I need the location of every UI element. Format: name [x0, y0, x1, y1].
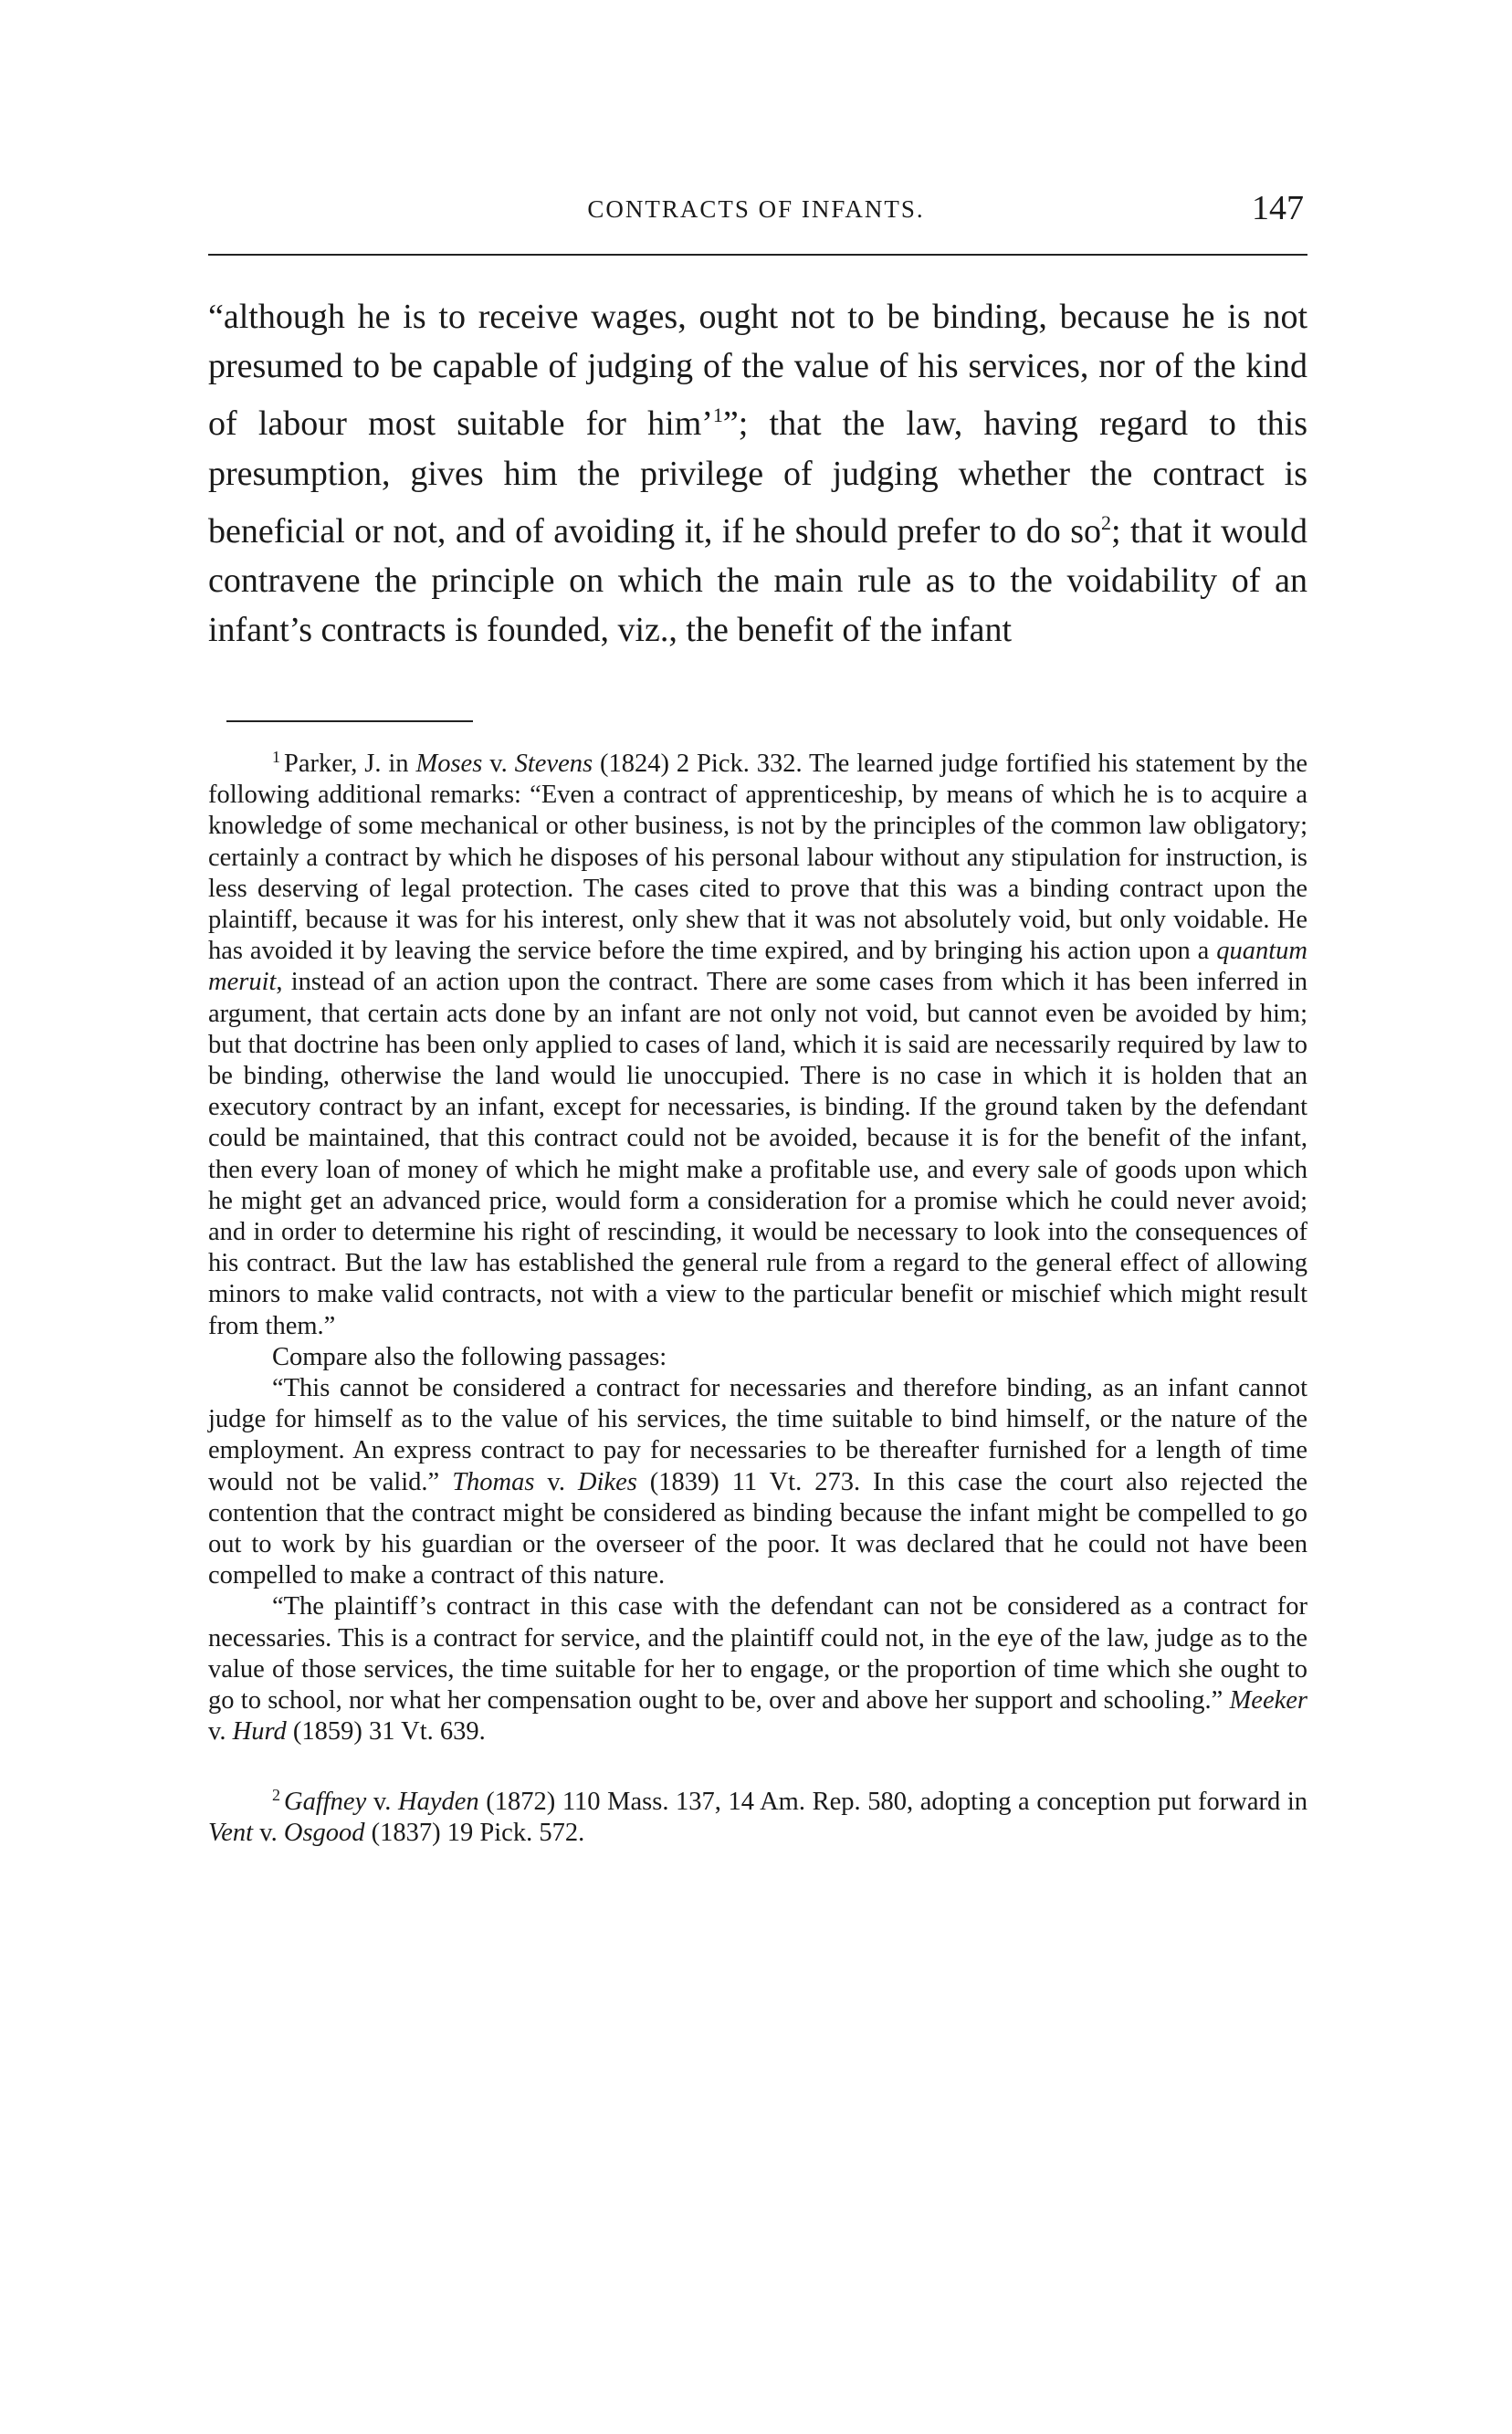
footnote-1: [208, 741, 1307, 1342]
footnote-ref-2: 2: [1100, 510, 1111, 534]
footnote-1-quote-1: [208, 1373, 1307, 1591]
citation: (1872) 110 Mass. 137, 14 Am. Rep. 580, adopting a conception put forward in: [478, 1787, 1307, 1816]
case-name: Vent: [208, 1818, 254, 1847]
footnote-1-lead: Parker, J. in: [284, 750, 416, 778]
quote-text: “This cannot be considered a contract for necessaries and therefore binding, as an infant cannot judge for himself as to the value of his services, the time suitable to bind himself, or the nature of the employment. An express contract to pay for necessaries to be thereafter furnished for a length of time would not be valid.”: [208, 1374, 1307, 1496]
case-name: Moses: [415, 750, 483, 778]
running-head: CONTRACTS OF INFANTS.: [587, 195, 925, 223]
body-text-part-2: ”; that the law, having regard to this presumption, gives him the privilege of judging whether the contract is beneficial or not, and of avoiding it, if he should prefer to do so: [208, 404, 1307, 551]
footnote-1-marker: 1: [272, 748, 280, 766]
versus: v.: [366, 1787, 398, 1816]
footnote-1-quote-2: [208, 1591, 1307, 1747]
header-rule: [208, 254, 1307, 256]
body-text-part-1: “although he is to receive wages, ought not to be binding, because he is not presumed to be capable of judging of the value of his services, nor of the kind of labour most suitable for him’: [208, 298, 1307, 444]
footnote-2-marker: 2: [272, 1785, 280, 1804]
versus: v.: [253, 1818, 284, 1847]
case-name: Meeker: [1229, 1686, 1307, 1715]
footnotes: [208, 741, 1307, 1849]
case-name: Hurd: [232, 1717, 287, 1747]
footnote-divider: [226, 720, 473, 722]
body-paragraph: [208, 292, 1307, 655]
case-name: Stevens: [514, 750, 593, 778]
page-number: 147: [1252, 189, 1304, 227]
case-name: Thomas: [452, 1467, 535, 1496]
case-name: Dikes: [577, 1467, 637, 1496]
footnote-1-text: (1824) 2 Pick. 332. The learned judge fortified his statement by the following additional remarks: “Even a contract of apprenticeship, by means of which he is to acquire a knowledge of some mechanical or other business, is not by the principles of the common law obligatory; certainly a contract by which he disposes of his personal labour without any stipulation for instruction, is less deserving of legal protection. The cases cited to prove that this was a binding contract upon the plaintiff, because it was for his interest, only shew that it was not absolutely void, but only voidable. He has avoided it by leaving the service before the time expired, and by bringing his action upon a: [208, 750, 1307, 966]
versus: v.: [534, 1467, 578, 1496]
footnote-1-text-rest: , instead of an action upon the contract. There are some cases from which it has been inferred in argument, that certain acts done by an infant are not only not void, but cannot even be avoided by him; but that doctrine has been only applied to cases of land, which it is said are necessarily required by law to be binding, otherwise the land would lie unoccupied. There is no case in which it is holden that an executory contract by an infant, except for necessaries, is binding. If the ground taken by the defendant could be maintained, that this contract could not be avoided, because it is for the benefit of the infant, then every loan of money of which he might make a profitable use, and every sale of goods upon which he might get an advanced price, would form a consideration for a promise which he could never avoid; and in order to determine his right of rescinding, it would be necessary to look into the consequences of his contract. But the law has established the general rule from a regard to the general effect of allowing minors to make valid contracts, not with a view to the particular benefit or mischief which might result from them.”: [208, 968, 1307, 1340]
citation: (1837) 19 Pick. 572.: [364, 1818, 585, 1847]
citation: (1859) 31 Vt. 639.: [286, 1717, 486, 1747]
citation: (1839) 11 Vt. 273. In this case the court also rejected the contention that the contract might be considered as binding because the infant might be compelled to go out to work by his guardian or the overseer of the poor. It was declared that he could not have been compelled to make a contract of this nature.: [208, 1467, 1307, 1590]
case-name: Gaffney: [284, 1787, 367, 1816]
case-name: Hayden: [397, 1787, 479, 1816]
versus: v.: [208, 1717, 233, 1747]
page-header: [208, 188, 1304, 243]
latin-term: quantum meruit: [208, 937, 1307, 997]
case-name: Osgood: [283, 1818, 365, 1847]
versus: v.: [482, 750, 515, 778]
footnote-2: [208, 1779, 1307, 1849]
body-text-part-3: ; that it would contravene the principle on which the main rule as to the voidability of an infant’s contracts is founded, viz., the benefit of the infant: [208, 511, 1307, 650]
footnote-1-compare: Compare also the following passages:: [272, 1342, 667, 1371]
quote-text: “The plaintiff’s contract in this case with the defendant can not be considered as a contract for necessaries. This is a contract for service, and the plaintiff could not, in the eye of the law, judge as to the value of those services, the time suitable for her to engage, or the proportion of time which she ought to go to school, nor what her compensation ought to be, over and above her support and schooling.”: [208, 1592, 1307, 1715]
footnote-ref-1: 1: [712, 404, 723, 427]
